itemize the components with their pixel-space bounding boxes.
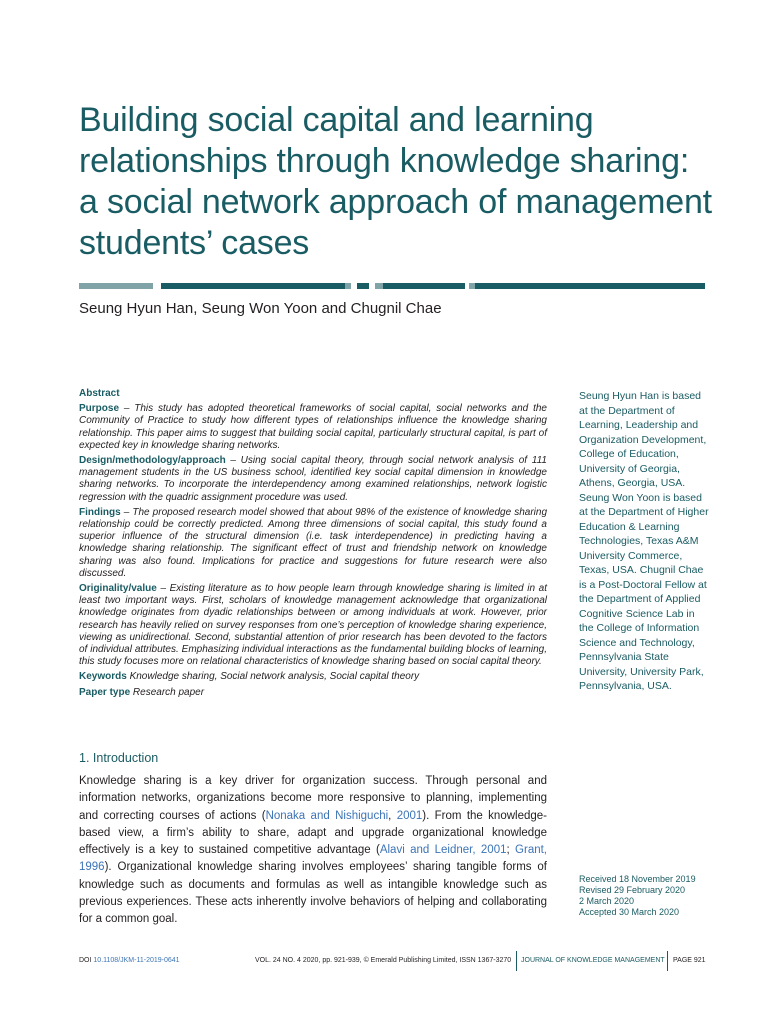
- affiliation-line: University, University Park,: [579, 665, 704, 678]
- affiliation-line: Cognitive Science Lab in: [579, 607, 695, 620]
- body-line: effectively is a key to sustained competitive advantage (Alavi and Leidner, 2001; Grant,: [79, 844, 548, 857]
- findings-text: – The proposed research model showed that about 98% of the existence of knowledge sharing relationship could be correctly predicted. Among three dimensions of social capital, this study found a superior influence of the structural dimension (i.e. task interdependence) in predicting having a knowledge sharing relationship. The significant effect of trust and friendship network on knowledge sharing was also found. Implications for practice and suggestions for future research were also discussed.: [79, 506, 548, 579]
- affiliation-line: Pennsylvania, USA.: [579, 680, 672, 692]
- affiliation-line: is a Post-Doctoral Fellow at: [579, 578, 707, 591]
- footer-journal: JOURNAL OF KNOWLEDGE MANAGEMENT: [521, 957, 665, 964]
- article-history: [579, 874, 696, 918]
- introduction-body: [79, 773, 547, 929]
- design-label: Design/methodology/approach: [79, 455, 226, 467]
- history-line: 2 March 2020: [579, 896, 635, 906]
- title-line: relationships through knowledge sharing:: [79, 142, 690, 180]
- affiliation-line: Science and Technology,: [579, 636, 695, 649]
- footer-doi: [79, 957, 180, 964]
- title-rule: [79, 283, 705, 289]
- originality-text: – Existing literature as to how people learn through knowledge sharing is limited in at least two important ways. First, scholars of knowledge management acknowledge that organizational knowledge originates from dyadic relationships between or among individuals at work. However, prior research has heavily relied on survey responses from one’s perception of knowledge sharing experience, viewing as unidirectional. Second, substantial attention of prior research has been devoted to the factors of individual attributes. Emphasizing individual interactions as the fundamental building blocks of learning, this study focuses more on relational characteristics of knowledge sharing based on social capital theory.: [79, 583, 547, 668]
- abstract: [79, 388, 547, 702]
- body-line: and correcting courses of actions (Nonaka and Nishiguchi, 2001). From the knowledge-: [79, 809, 547, 822]
- affiliation-line: the College of Information: [579, 622, 700, 634]
- body-line: previous experiences. These acts inherently involve behaviors of helping and collaborating: [79, 896, 547, 909]
- affiliation-line: the Department of Applied: [579, 593, 701, 605]
- body-line: 1996). Organizational knowledge sharing involves employees’ sharing tangible forms of: [79, 861, 547, 874]
- citation-link[interactable]: 2001: [396, 809, 423, 822]
- affiliation-line: Learning, Leadership and: [579, 419, 699, 431]
- affiliation-line: University Commerce,: [579, 549, 683, 562]
- section-heading: 1. Introduction: [79, 751, 159, 765]
- affiliation-line: Education & Learning: [579, 520, 680, 533]
- history-line: Received 18 November 2019: [579, 874, 696, 884]
- footer-divider: [667, 951, 668, 971]
- design-text: – Using social capital theory, through social network analysis of 111 management students in the US business school, identified key social capital dimension in knowledge sharing networks. To incorporate the interdependency among examined relationships, network logistic regression with the quadric assignment procedure was used.: [79, 455, 547, 503]
- body-line: Knowledge sharing is a key driver for organization success. Through personal and: [79, 775, 547, 787]
- affiliation-line: Technologies, Texas A&M: [579, 535, 699, 547]
- paper-type-label: Paper type: [79, 686, 131, 698]
- doi-label: DOI: [79, 957, 92, 964]
- affiliation-line: Pennsylvania State: [579, 651, 669, 663]
- abstract-heading: Abstract: [79, 388, 120, 399]
- footer-volume: VOL. 24 NO. 4 2020, pp. 921-939, © Emerald Publishing Limited, ISSN 1367-3270: [255, 957, 512, 964]
- citation-link[interactable]: Alavi and Leidner, 2001: [379, 844, 507, 857]
- citation-link[interactable]: 1996: [79, 861, 105, 874]
- author-list: [79, 300, 442, 317]
- originality-label: Originality/value: [79, 583, 157, 595]
- purpose-text: – This study has adopted theoretical frameworks of social capital, social networks and the Community of Practice to study how different types of relationships influence the knowledge sharing relationship. This paper aims to suggest that building social capital, particularly structural capital, is part of expected key in knowledge sharing networks.: [79, 403, 547, 451]
- author-name: Seung Won Yoon: [201, 300, 318, 317]
- body-line: knowledge such as documents and formulas as well as intangible knowledge such as: [79, 878, 547, 891]
- affiliation-line: Texas, USA. Chugnil Chae: [579, 564, 704, 576]
- doi-link[interactable]: 10.1108/JKM-11-2019-0641: [93, 957, 180, 964]
- author-affiliations: [579, 389, 711, 694]
- history-line: Accepted 30 March 2020: [579, 907, 680, 917]
- purpose-label: Purpose: [79, 403, 120, 415]
- citation-link[interactable]: Nonaka and Nishiguchi: [265, 809, 389, 822]
- paper-type-text: Research paper: [132, 686, 205, 698]
- affiliation-line: at the Department of Higher: [579, 506, 709, 518]
- article-title: [79, 100, 729, 264]
- keywords-text: Knowledge sharing, Social network analysis, Social capital theory: [129, 671, 420, 683]
- affiliation-line: College of Education,: [579, 448, 679, 460]
- affiliation-line: Seung Won Yoon is based: [579, 491, 702, 504]
- page-number: PAGE 921: [673, 957, 706, 964]
- author-conjunction: and: [321, 300, 347, 317]
- findings-label: Findings: [79, 506, 121, 518]
- affiliation-line: Seung Hyun Han is based: [579, 390, 701, 402]
- author-name: Seung Hyun Han,: [79, 300, 198, 317]
- affiliation-line: Organization Development,: [579, 433, 707, 446]
- footer-divider: [516, 951, 517, 971]
- body-line: based view, a firm’s ability to share, adapt and upgrade organizational knowledge: [79, 826, 547, 839]
- title-line: students’ cases: [79, 224, 310, 262]
- citation-link[interactable]: Grant,: [515, 844, 548, 857]
- affiliation-line: Athens, Georgia, USA.: [579, 477, 686, 489]
- keywords-label: Keywords: [79, 671, 127, 683]
- title-line: a social network approach of management: [79, 183, 712, 221]
- affiliation-line: University of Georgia,: [579, 462, 680, 475]
- title-line: Building social capital and learning: [79, 101, 594, 139]
- body-line: for a common goal.: [79, 913, 178, 926]
- author-name: Chugnil Chae: [350, 300, 442, 317]
- affiliation-line: at the Department of: [579, 404, 675, 417]
- body-line: information networks, organizations become more responsive to planning, implementing: [79, 792, 547, 805]
- history-line: Revised 29 February 2020: [579, 885, 686, 895]
